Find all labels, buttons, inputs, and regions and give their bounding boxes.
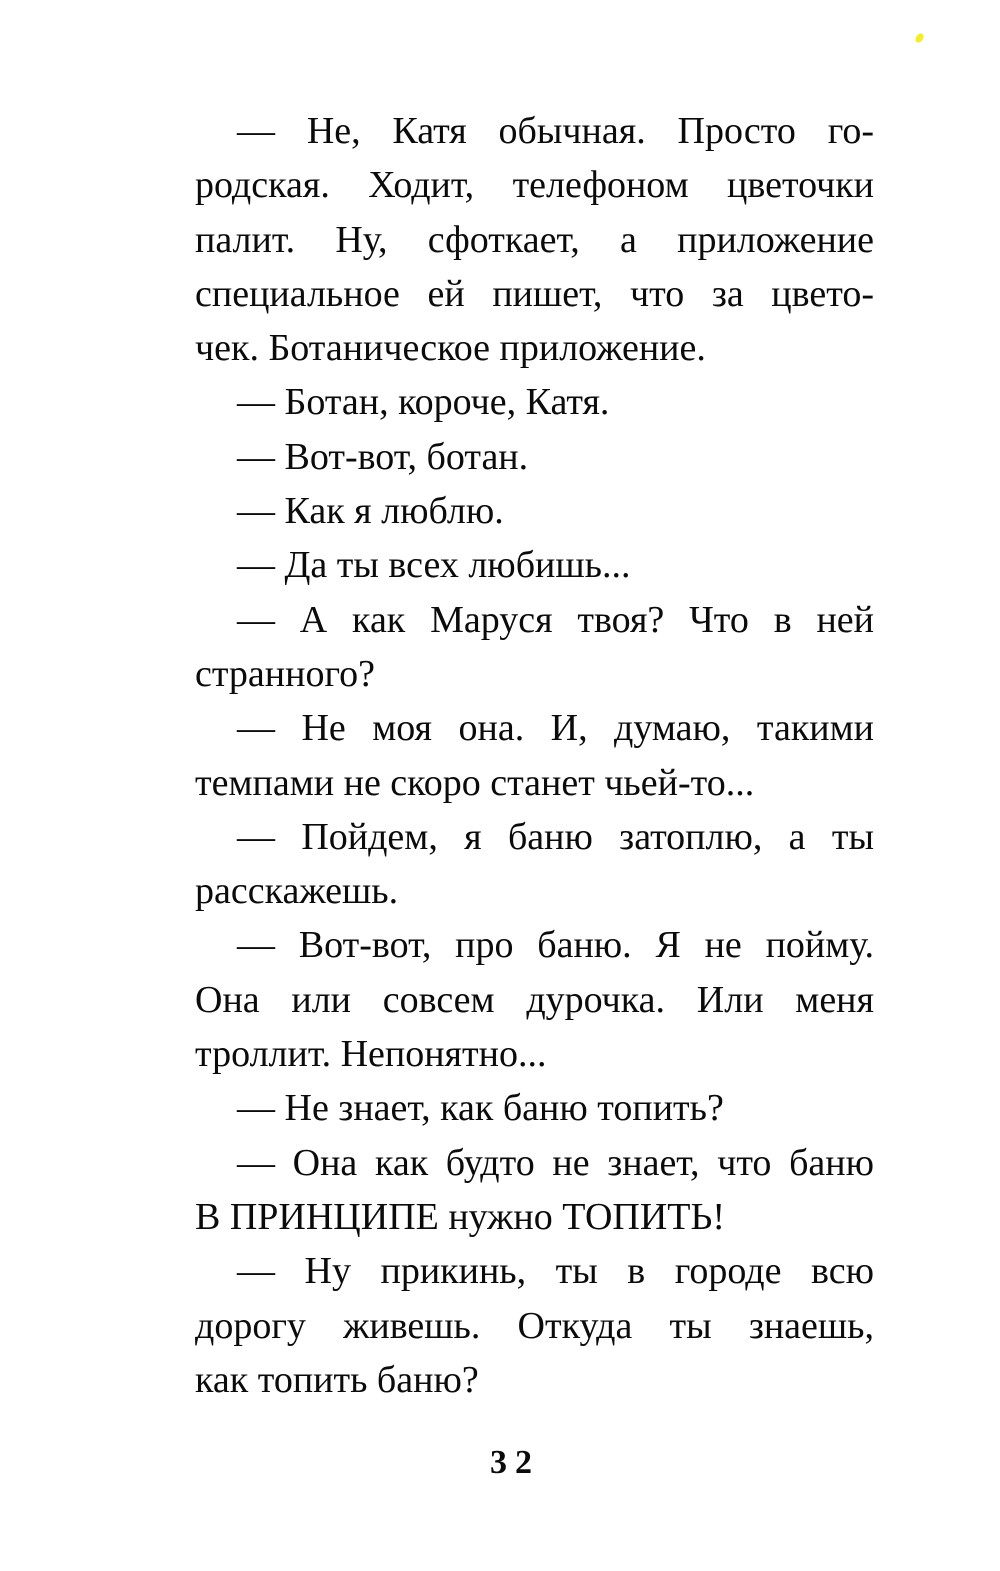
text-line: дорогу живешь. Откуда ты знаешь,: [195, 1304, 874, 1347]
text-line: палит. Ну, сфоткает, а приложение: [195, 218, 874, 261]
text-line: — Пойдем, я баню затоплю, а ты: [237, 815, 874, 858]
text-line: троллит. Непонятно...: [195, 1033, 547, 1076]
text-line: — Не, Катя обычная. Просто го-: [237, 110, 874, 152]
text-line: В ПРИНЦИПЕ нужно ТОПИТЬ!: [195, 1195, 725, 1238]
text-line: странного?: [195, 652, 375, 695]
text-line: Она или совсем дурочка. Или меня: [195, 978, 874, 1021]
text-line: — А как Маруся твоя? Что в ней: [237, 598, 874, 641]
text-line: — Ботан, короче, Катя.: [237, 381, 610, 424]
text-line: — Вот-вот, про баню. Я не пойму.: [237, 924, 874, 967]
text-line: как топить баню?: [195, 1358, 479, 1401]
text-line: чек. Ботаническое приложение.: [195, 327, 706, 370]
text-line: — Вот-вот, ботан.: [237, 435, 529, 478]
text-line: — Да ты всех любишь...: [237, 544, 631, 587]
text-line: родская. Ходит, телефоном цветочки: [195, 164, 874, 207]
text-line: специальное ей пишет, что за цвето-: [195, 272, 874, 315]
scan-artifact-dot: [914, 32, 925, 44]
text-line: темпами не скоро станет чьей-то...: [195, 761, 755, 804]
text-line: — Ну прикинь, ты в городе всю: [237, 1250, 874, 1293]
text-line: — Она как будто не знает, что баню: [237, 1141, 874, 1184]
text-line: — Не моя она. И, думаю, такими: [237, 707, 874, 750]
text-line: расскажешь.: [195, 870, 399, 913]
page-number: 32: [490, 1444, 540, 1481]
text-line: — Не знает, как баню топить?: [237, 1087, 724, 1130]
page-text-block: [195, 104, 874, 1407]
text-line: — Как я люблю.: [237, 490, 504, 533]
